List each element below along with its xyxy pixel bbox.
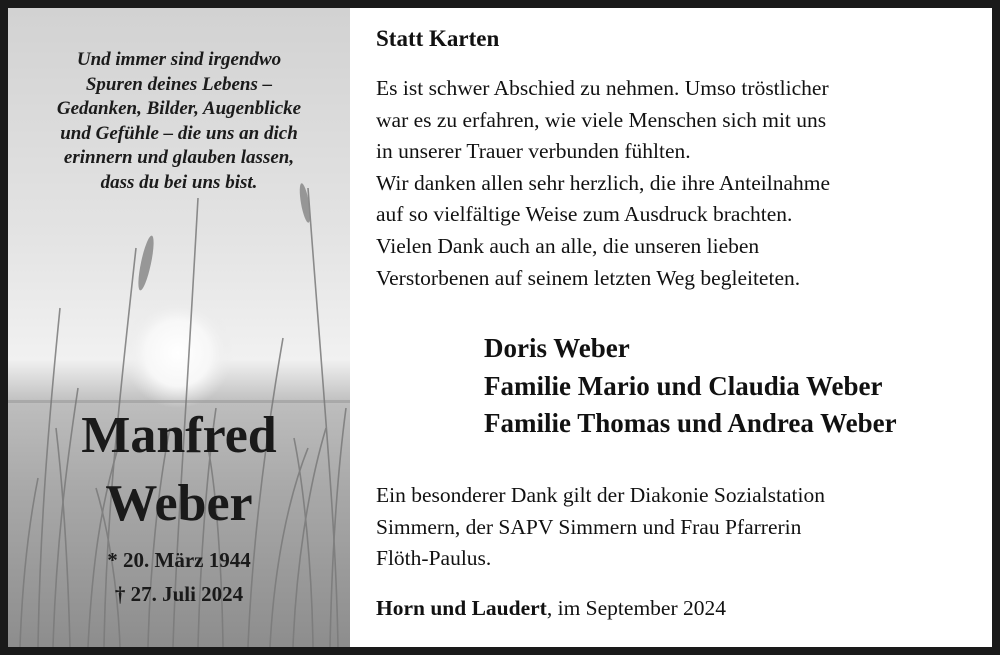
signer-name: Familie Mario und Claudia Weber [484,370,883,401]
poem-line: erinnern und glauben lassen, [63,147,295,168]
poem-line: Und immer sind irgendwo [76,49,282,70]
family-signatures [484,330,897,443]
text-line: Verstorbenen auf seinem letzten Weg begleiteten. [376,265,801,290]
signer-name: Familie Thomas und Andrea Weber [484,408,897,438]
poem-line: Gedanken, Bilder, Augenblicke [56,98,302,119]
memorial-photo-panel [8,8,350,647]
deceased-last-name: Weber [105,475,253,532]
text-line: Flöth-Paulus. [376,546,492,571]
text-line: in unserer Trauer verbunden fühlten. [376,139,691,164]
special-thanks-paragraph [376,480,976,575]
poem-line: Spuren deines Lebens – [85,73,273,95]
signer-name: Doris Weber [484,333,630,363]
heading-statt-karten: Statt Karten [376,26,500,51]
death-date: † 27. Juli 2024 [114,582,244,606]
closing-line [376,596,726,621]
text-line: Wir danken allen sehr herzlich, die ihre Anteilnahme [376,170,831,195]
poem-line: und Gefühle – die uns an dich [60,122,298,144]
text-line: Es ist schwer Abschied zu nehmen. Umso tröstlicher [376,76,829,100]
text-line: Ein besonderer Dank gilt der Diakonie Sozialstation [376,483,825,507]
text-line: war es zu erfahren, wie viele Menschen sich mit uns [376,107,827,132]
birth-date: * 20. März 1944 [107,548,251,572]
thanks-paragraph [376,73,976,294]
text-line: Simmern, der SAPV Simmern und Frau Pfarrerin [376,514,802,539]
poem-line: dass du bei uns bist. [100,171,258,193]
text-line: auf so vielfältige Weise zum Ausdruck brachten. [376,202,793,227]
closing-date: , im September 2024 [546,596,726,620]
text-line: Vielen Dank auch an alle, die unseren lieben [376,233,760,258]
memorial-poem [8,48,350,195]
deceased-first-name: Manfred [81,407,277,464]
closing-place: Horn und Laudert [376,596,547,620]
